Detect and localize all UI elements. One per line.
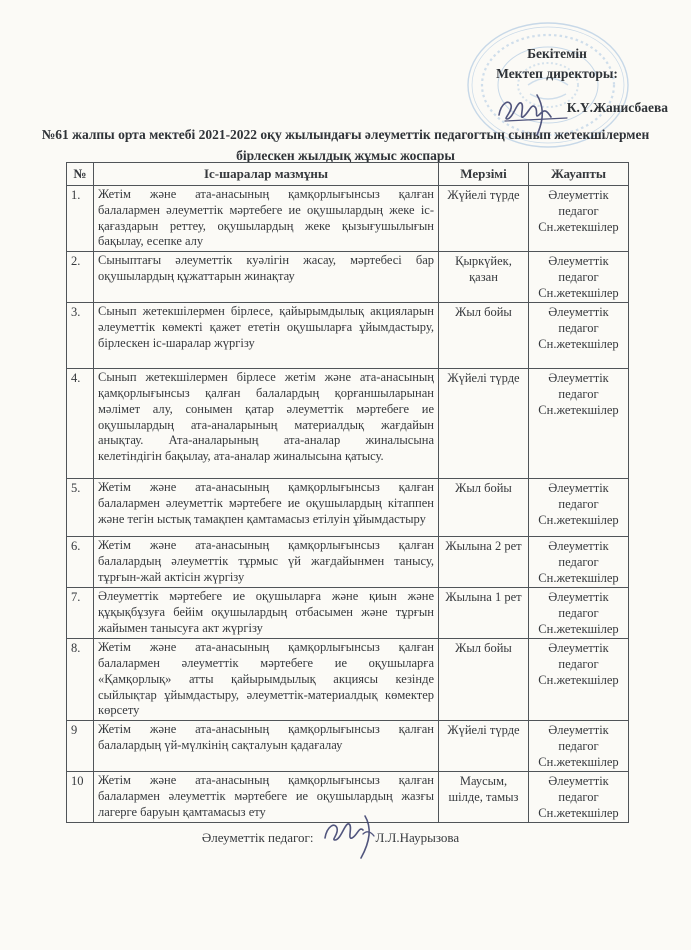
approval-word: Бекітемін [527,46,587,61]
row-responsible: Әлеуметтік педагог Сн.жетекшілер [529,303,629,369]
row-responsible: Әлеуметтік педагог Сн.жетекшілер [529,772,629,823]
row-number: 6. [67,537,94,588]
pedagogue-name: Л.Л.Наурызова [375,830,460,845]
row-content: Сынып жетекшілермен бірлесе жетім және ата-анасының қамқорлығынсыз қалған балалардың қорғаншыларынан мәлімет алу, сонымен қатар әлеуметтік мәртебеге ие оқушылардың ата-аналарының материалдық жағдайын анықтау. Ата-аналарының ата-аналар жиналысына келетіндігін бақылау, ата-аналар жиналысына қатысу. [94,369,439,479]
row-content: Жетім және ата-анасының қамқорлығынсыз қалған балалардың үй-мүлкінің сақталуын қадағалау [94,721,439,772]
row-number: 5. [67,479,94,537]
row-responsible: Әлеуметтік педагог Сн.жетекшілер [529,369,629,479]
col-header-number: № [67,163,94,186]
col-header-responsible: Жауапты [529,163,629,186]
row-number: 8. [67,639,94,721]
row-responsible: Әлеуметтік педагог Сн.жетекшілер [529,639,629,721]
table-row [67,537,629,588]
row-content: Жетім және ата-анасының қамқорлығынсыз қалған балалармен әлеуметтік мәртебеге ие оқушыларға «Қамқорлық» атты қайырымдылық акциясы кезінде сыйлықтар ұйымдастыру, әлеуметтік-материалдық көмектер көрсету [94,639,439,721]
table-row [67,639,629,721]
row-period: Жыл бойы [439,479,529,537]
row-responsible: Әлеуметтік педагог Сн.жетекшілер [529,479,629,537]
row-number: 9 [67,721,94,772]
row-period: Жылына 1 рет [439,588,529,639]
row-number: 1. [67,186,94,252]
row-content: Сынып жетекшілермен бірлесе, қайырымдылық акцияларын әлеуметтік көмекті қажет ететін оқушыларға ұйымдастыру, бірлескен іс-шаралар жүргізу [94,303,439,369]
row-number: 7. [67,588,94,639]
row-content: Жетім және ата-анасының қамқорлығынсыз қалған балалармен әлеуметтік мәртебеге ие оқушылардың жазғы лагерге баруын қамтамасыз ету [94,772,439,823]
row-period: Жылына 2 рет [439,537,529,588]
table-row [67,479,629,537]
footer-role-label: Әлеуметтік педагог: [201,830,314,845]
row-period: Жүйелі түрде [439,721,529,772]
row-period: Жыл бойы [439,303,529,369]
plan-table [66,162,629,823]
table-row [67,186,629,252]
row-responsible: Әлеуметтік педагог Сн.жетекшілер [529,537,629,588]
pedagogue-signature-icon [319,808,389,860]
table-row [67,588,629,639]
row-period: Жүйелі түрде [439,369,529,479]
col-header-period: Мерзімі [439,163,529,186]
page-title: №61 жалпы орта мектебі 2021-2022 оқу жылындағы әлеуметтік педагогтың сынып жетекшілермен бірлескен жылдық жұмыс жоспары [41,127,650,163]
approval-block [442,44,672,131]
row-responsible: Әлеуметтік педагог Сн.жетекшілер [529,721,629,772]
row-period: Жүйелі түрде [439,186,529,252]
approval-role: Мектеп директоры: [496,66,618,81]
row-content: Жетім және ата-анасының қамқорлығынсыз қалған балалармен әлеуметтік мәртебеге ие оқушылардың жеке іс-қағаздарын реттеу, оқушылардың жеке қызығушылығын бақылау, есепке алу [94,186,439,252]
col-header-content: Іс-шаралар мазмұны [94,163,439,186]
row-period: Жыл бойы [439,639,529,721]
row-number: 4. [67,369,94,479]
table-row [67,721,629,772]
row-responsible: Әлеуметтік педагог Сн.жетекшілер [529,588,629,639]
row-responsible: Әлеуметтік педагог Сн.жетекшілер [529,252,629,303]
row-content: Сыныптағы әлеуметтік куәлігін жасау, мәртебесі бар оқушылардың құжаттарын жинақтау [94,252,439,303]
table-row [67,303,629,369]
row-content: Жетім және ата-анасының қамқорлығынсыз қалған балалардың әлеуметтік тұрмыс үй жағдайынмен танысу, тұрғын-жай актісін жүргізу [94,537,439,588]
row-period: Қыркүйек, қазан [439,252,529,303]
director-name: К.Ү.Жанисбаева [566,100,668,115]
row-content: Әлеуметтік мәртебеге ие оқушыларға және қиын және құқықбұзуға бейім оқушылардың отбасымен және тұрғын жайымен танысуға акт жүргізу [94,588,439,639]
row-content: Жетім және ата-анасының қамқорлығынсыз қалған балалармен әлеуметтік мәртебеге ие оқушылардың кітаппен және тегін ыстық тамақпен қамтамасыз етілуін ұйымдастыру [94,479,439,537]
row-period: Маусым, шілде, тамыз [439,772,529,823]
row-number: 3. [67,303,94,369]
footer-signature-line [0,812,661,864]
table-header-row [67,163,629,186]
row-responsible: Әлеуметтік педагог Сн.жетекшілер [529,186,629,252]
table-row [67,252,629,303]
row-number: 2. [67,252,94,303]
row-number: 10 [67,772,94,823]
table-row [67,369,629,479]
